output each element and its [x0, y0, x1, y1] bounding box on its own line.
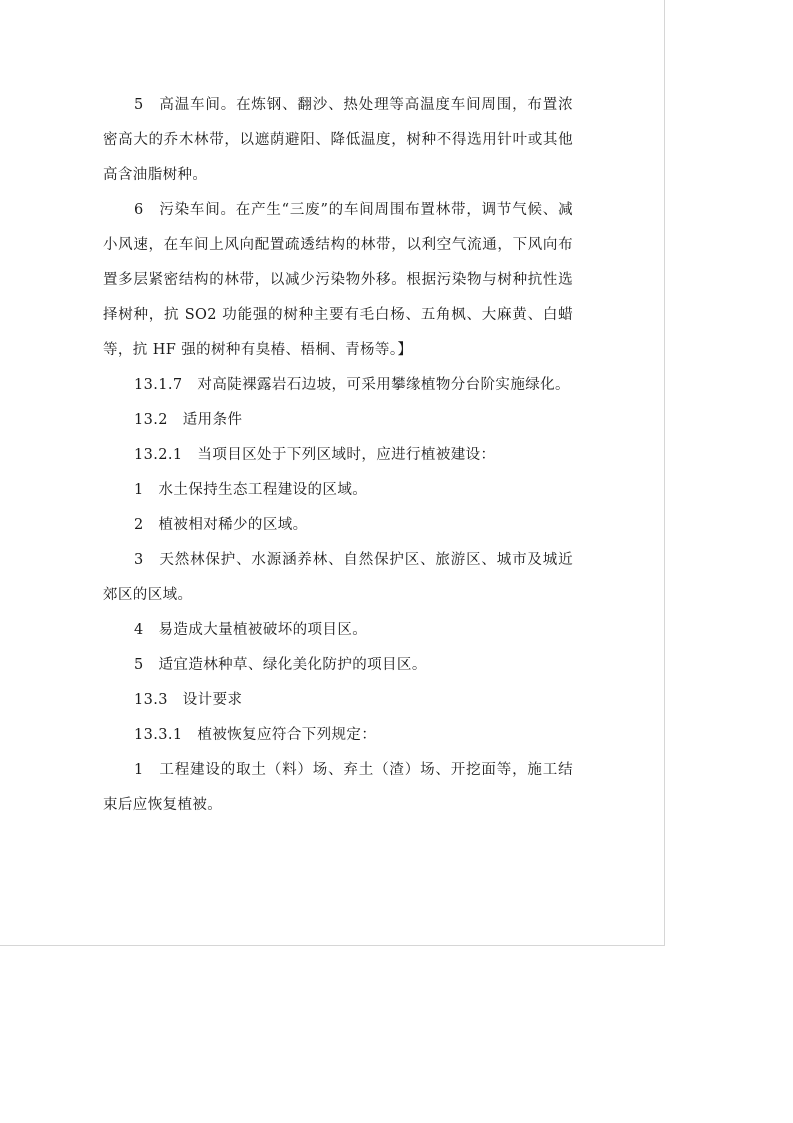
clause-13-2-1: 13.2.1 当项目区处于下列区域时，应进行植被建设：	[134, 447, 496, 463]
list-item-4: 4 易造成大量植被破坏的项目区。	[134, 622, 368, 638]
document-body	[103, 88, 573, 823]
clause-13-1-7: 13.1.7 对高陡裸露岩石边坡，可采用攀缘植物分台阶实施绿化。	[134, 377, 570, 393]
paragraph-polluted-workshop: 6 污染车间。在产生“三废”的车间周围布置林带，调节气候、减小风速，在车间上风向配置疏透结构的林带，以利空气流通，下风向布置多层紧密结构的林带，以减少污染物外移。根据污染物与树种抗性选择树种，抗 SO2 功能强的树种主要有毛白杨、五角枫、大麻黄、白蜡等，抗 HF 强的树种有臭椿、梧桐、青杨等。】	[103, 202, 573, 358]
list-item-5: 5 适宜造林种草、绿化美化防护的项目区。	[134, 657, 427, 673]
list-item-2: 2 植被相对稀少的区域。	[134, 517, 308, 533]
list-item-3: 3 天然林保护、水源涵养林、自然保护区、旅游区、城市及城近郊区的区域。	[103, 552, 573, 603]
section-heading-13-2: 13.2 适用条件	[134, 412, 243, 428]
list-item-1: 1 水土保持生态工程建设的区域。	[134, 482, 368, 498]
paragraph-high-temp-workshop: 5 高温车间。在炼钢、翻沙、热处理等高温度车间周围，布置浓密高大的乔木林带，以遮荫避阳、降低温度，树种不得选用针叶或其他高含油脂树种。	[103, 97, 573, 183]
list-item-1-restore-vegetation: 1 工程建设的取土（料）场、弃土（渣）场、开挖面等，施工结束后应恢复植被。	[103, 762, 573, 813]
clause-13-3-1: 13.3.1 植被恢复应符合下列规定：	[134, 727, 377, 743]
section-heading-13-3: 13.3 设计要求	[134, 692, 243, 708]
